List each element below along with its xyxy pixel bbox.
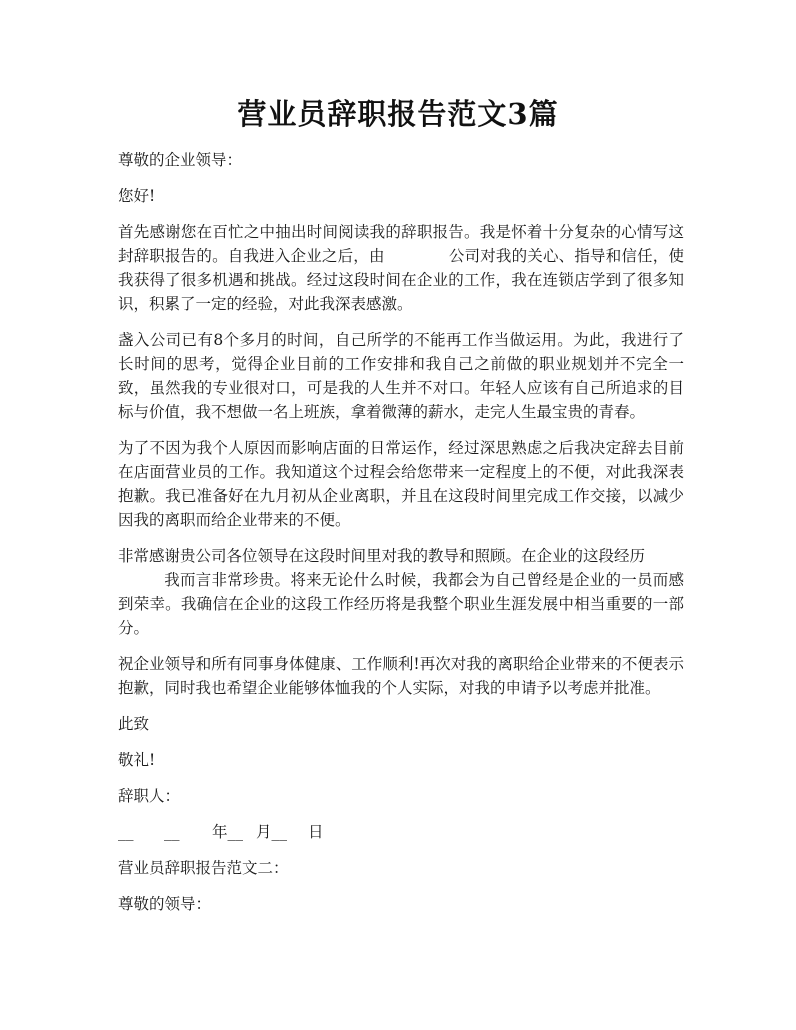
- next-salutation: 尊敬的领导：: [118, 895, 212, 913]
- closing-line-2: 敬礼!: [118, 751, 156, 769]
- next-section-title: 营业员辞职报告范文二：: [118, 859, 289, 877]
- paragraph-2: 盏入公司已有8个多月的时间，自己所学的不能再工作当做运用。为此，我进行了长时间的思考，觉得企业目前的工作安排和我自己之前做的职业规划并不完全一致，虽然我的专业很对口，可是我的人生并不对口。年轻人应该有自己所追求的目标与价值，我不想做一名上班族，拿着微薄的薪水，走完人生最宝贵的青春。: [118, 331, 684, 421]
- paragraph-3: 为了不因为我个人原因而影响店面的日常运作，经过深思熟虑之后我决定辞去目前在店面营业员的工作。我知道这个过程会给您带来一定程度上的不便，对此我深表抱歉。我已准备好在九月初从企业离职，并且在这段时间里完成工作交接，以减少因我的离职而给企业带来的不便。: [118, 439, 684, 529]
- document-body: [118, 148, 684, 928]
- paragraph-5: 祝企业领导和所有同事身体健康、工作顺利!再次对我的离职给企业带来的不便表示抱歉，同时我也希望企业能够体恤我的个人实际，对我的申请予以考虑并批准。: [118, 655, 684, 697]
- paragraph-1-part-a: 首先感谢您在百忙之中抽出时间阅读我的辞职报告。我是怀着十分复杂的心情写这封辞职报告的。自我进入企业之后，由: [118, 223, 684, 265]
- closing-line-1: 此致: [118, 715, 150, 733]
- greeting: 您好!: [118, 187, 156, 205]
- paragraph-4-part-a: 非常感谢贵公司各位领导在这段时间里对我的教导和照顾。在企业的这段经历: [118, 547, 646, 565]
- paragraph-4-part-b: 我而言非常珍贵。将来无论什么时候，我都会为自己曾经是企业的一员而感到荣幸。我确信在企业的这段工作经历将是我整个职业生涯发展中相当重要的一部分。: [118, 571, 684, 637]
- document-title: 营业员辞职报告范文3篇: [237, 97, 559, 131]
- paragraph-1-part-b: 公司对我的关心、指导和信任，使我获得了很多机遇和挑战。经过这段时间在企业的工作，我在连锁店学到了很多知识，积累了一定的经验，对此我深表感激。: [118, 247, 684, 313]
- date-blank-1: __: [118, 823, 134, 841]
- date-month: 月__: [256, 823, 288, 841]
- date-blank-2: __: [164, 823, 180, 841]
- date-day: 日: [308, 823, 324, 841]
- date-line: [118, 820, 684, 844]
- paragraph-4: [118, 544, 684, 640]
- paragraph-1: [118, 220, 684, 316]
- date-year: 年__: [212, 823, 244, 841]
- signer-label: 辞职人：: [118, 787, 181, 805]
- salutation: 尊敬的企业领导：: [118, 151, 243, 169]
